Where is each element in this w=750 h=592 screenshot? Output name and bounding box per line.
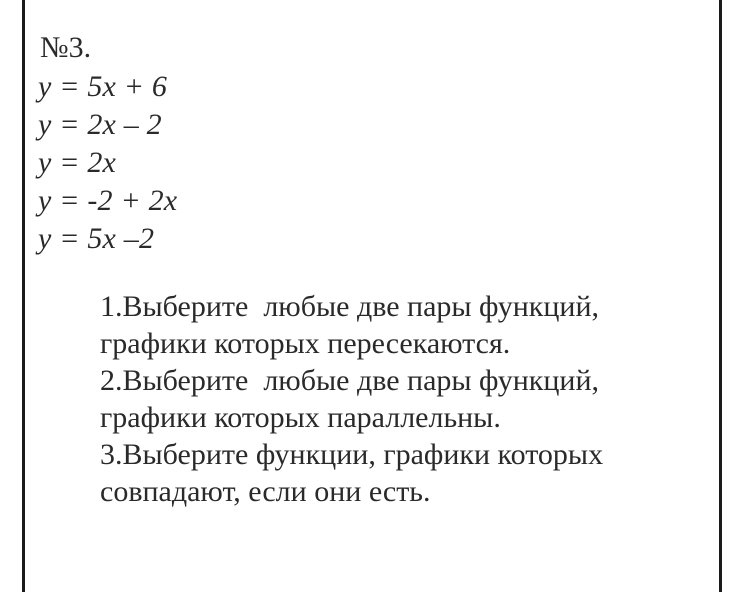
question-3 — [100, 436, 700, 510]
question-3-line-2: совпадают, если они есть. — [100, 475, 431, 508]
question-2-line-2: графики которых параллельны. — [100, 401, 501, 434]
question-1-line-2: графики которых пересекаются. — [100, 327, 511, 360]
question-3-line-1: 3.Выберите функции, графики которых — [100, 438, 604, 471]
task-number: №3. — [40, 31, 92, 64]
equation-5: y = 5x –2 — [38, 222, 155, 255]
equation-2: y = 2x – 2 — [38, 108, 162, 141]
equation-3: y = 2x — [38, 146, 117, 179]
question-1-line-1: 1.Выберите любые две пары функций, — [100, 290, 600, 323]
equation-1: y = 5x + 6 — [38, 70, 168, 103]
question-list — [100, 288, 700, 510]
question-2-line-1: 2.Выберите любые две пары функций, — [100, 364, 600, 397]
equation-4: y = -2 + 2x — [38, 184, 178, 217]
question-2 — [100, 362, 700, 436]
question-1 — [100, 288, 700, 362]
equation-list — [38, 68, 177, 258]
